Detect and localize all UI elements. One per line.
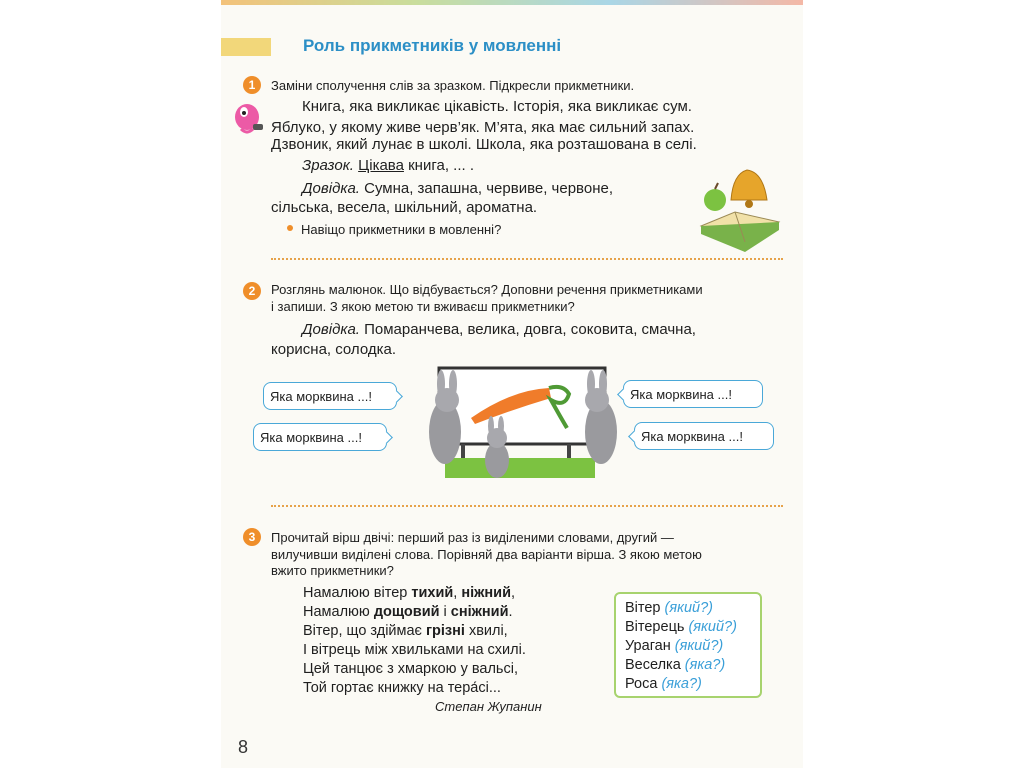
word-question-box bbox=[614, 592, 762, 698]
rabbits-carrot-illustration bbox=[417, 362, 627, 486]
question-bullet bbox=[287, 225, 293, 231]
poem-text: Намалюю вітер bbox=[303, 585, 412, 601]
task-1-instruction: Заміни сполучення слів за зразком. Підкресли прикметники. bbox=[271, 78, 635, 93]
question-word: (який?) bbox=[688, 619, 737, 635]
question-word: (яка?) bbox=[684, 657, 726, 673]
word: Ураган bbox=[625, 638, 671, 654]
title-marker bbox=[221, 38, 271, 56]
hint-label: Довідка. bbox=[302, 321, 360, 338]
question-word: (який?) bbox=[664, 600, 713, 616]
task-1-number: 1 bbox=[243, 76, 261, 94]
poem-text: і bbox=[439, 604, 451, 620]
word-row bbox=[625, 618, 751, 637]
poem-text: Намалюю bbox=[303, 604, 374, 620]
task-2-hint bbox=[302, 320, 696, 340]
poem-line-4: І вітрець між хвильками на схилі. bbox=[303, 642, 526, 658]
poem-text: Вітер, що здіймає bbox=[303, 623, 426, 639]
speech-bubble-4: Яка морквина ...! bbox=[634, 422, 774, 450]
page-number: 8 bbox=[238, 737, 249, 757]
task-3-instruction-line-1: Прочитай вірш двічі: перший раз із виділеними словами, другий — bbox=[271, 530, 674, 545]
speech-bubble-3: Яка морквина ...! bbox=[623, 380, 763, 408]
poem-text: хвилі, bbox=[464, 623, 508, 639]
poem-line-1 bbox=[303, 584, 515, 603]
task-3-instruction-line-3: вжито прикметники? bbox=[271, 563, 394, 578]
task-1-line-2: Яблуко, у якому живе черв’як. М’ята, яка має сильний запах. bbox=[271, 119, 695, 136]
poem-bold-word: ніжний bbox=[461, 585, 512, 601]
hint-text: Помаранчева, велика, довга, соковита, смачна, bbox=[359, 321, 696, 338]
poem-line-5: Цей танцює з хмаркою у вальсі, bbox=[303, 661, 518, 677]
divider-2 bbox=[271, 505, 783, 507]
apple-bell-book-illustration bbox=[699, 166, 785, 256]
task-1-hint-line-2: сільська, весела, шкільний, ароматна. bbox=[271, 199, 538, 216]
task-2-instruction-line-1: Розглянь малюнок. Що відбувається? Доповни речення прикметниками bbox=[271, 282, 703, 297]
hint-text: Сумна, запашна, червиве, червоне, bbox=[359, 180, 613, 197]
textbook-page bbox=[221, 0, 803, 768]
word-row bbox=[625, 637, 751, 656]
poem-bold-word: тихий bbox=[411, 585, 454, 601]
task-2-hint-line-2: корисна, солодка. bbox=[271, 341, 397, 358]
task-1-question: Навіщо прикметники в мовленні? bbox=[301, 222, 502, 237]
poem-text: . bbox=[508, 604, 513, 620]
sample-label: Зразок. bbox=[302, 157, 354, 174]
pink-mascot-icon bbox=[231, 100, 265, 138]
poem-line-2 bbox=[303, 603, 513, 622]
task-1-line-1: Книга, яка викликає цікавість. Історія, яка викликає сум. bbox=[302, 98, 692, 115]
word: Вітер bbox=[625, 600, 661, 616]
word-row bbox=[625, 675, 751, 694]
poem-bold-word: дощовий bbox=[373, 604, 440, 620]
word: Веселка bbox=[625, 657, 681, 673]
speech-bubble-2: Яка морквина ...! bbox=[253, 423, 387, 451]
poem-author: Степан Жупанин bbox=[435, 699, 542, 714]
task-2-instruction-line-2: і запиши. З якою метою ти вживаєш прикметники? bbox=[271, 299, 575, 314]
task-3-instruction-line-2: вилучивши виділені слова. Порівняй два варіанти вірша. З якою метою bbox=[271, 547, 702, 562]
word-row bbox=[625, 599, 751, 618]
poem-text: , bbox=[453, 585, 462, 601]
page-title: Роль прикметників у мовленні bbox=[303, 36, 562, 55]
task-1-sample bbox=[302, 156, 474, 176]
word: Роса bbox=[625, 676, 658, 692]
sample-rest: книга, ... . bbox=[403, 157, 475, 174]
poem-line-3 bbox=[303, 622, 508, 641]
question-word: (яка?) bbox=[661, 676, 702, 692]
poem-bold-word: грізні bbox=[426, 623, 465, 639]
task-1-line-3: Дзвоник, який лунає в школі. Школа, яка розташована в селі. bbox=[271, 136, 697, 153]
task-2-number: 2 bbox=[243, 282, 261, 300]
top-color-strip bbox=[221, 0, 803, 5]
poem-bold-word: сніжний bbox=[450, 604, 509, 620]
hint-label: Довідка. bbox=[302, 180, 360, 197]
word: Вітерець bbox=[625, 619, 685, 635]
task-3-number: 3 bbox=[243, 528, 261, 546]
poem-text: , bbox=[511, 585, 516, 601]
divider-1 bbox=[271, 258, 783, 260]
question-word: (який?) bbox=[674, 638, 724, 654]
speech-bubble-1: Яка морквина ...! bbox=[263, 382, 397, 410]
word-row bbox=[625, 656, 751, 675]
poem-line-6: Той гортає книжку на тера́сі... bbox=[303, 680, 501, 696]
task-1-hint bbox=[302, 179, 613, 199]
sample-adjective: Цікава bbox=[358, 157, 404, 174]
